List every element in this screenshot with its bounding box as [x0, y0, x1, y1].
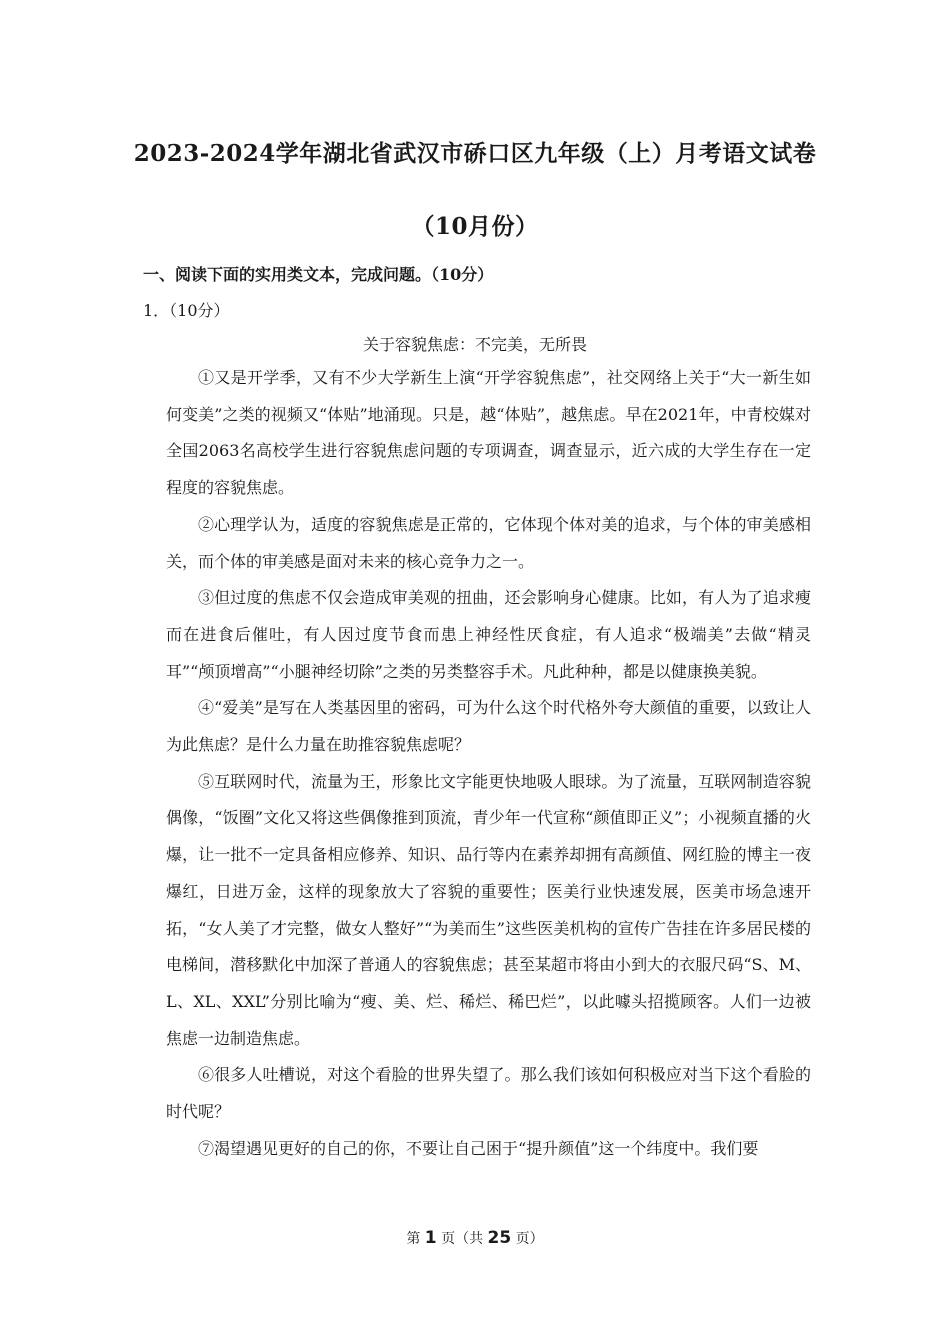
paragraph-7: ⑦渴望遇见更好的自己的你，不要让自己困于“提升颜值”这一个纬度中。我们要 — [198, 1138, 759, 1158]
current-page-number: 1 — [424, 1228, 437, 1248]
section-heading: 一、阅读下面的实用类文本，完成问题。（10分） — [143, 265, 494, 284]
question-number: 1．（10分） — [143, 301, 230, 320]
paragraph-4: ④“爱美”是写在人类基因里的密码，可为什么这个时代格外夸大颜值的重要，以致让人为此焦虑？是什么力量在助推容貌焦虑呢？ — [166, 698, 811, 755]
paragraph-1: ①又是开学季，又有不少大学新生上演“开学容貌焦虑”，社交网络上关于“大一新生如何变美”之类的视频又“体贴”地涌现。只是，越“体贴”，越焦虑。早在2021年，中青校媒对全国2063名高校学生进行容貌焦虑问题的专项调查，调查显示，近六成的大学生存在一定程度的容貌焦虑。 — [166, 368, 811, 498]
total-page-count: 25 — [487, 1228, 512, 1248]
paragraph-5: ⑤互联网时代，流量为王，形象比文字能更快地吸人眼球。为了流量，互联网制造容貌偶像，“饭圈”文化又将这些偶像推到顶流，青少年一代宣称“颜值即正义”；小视频直播的火爆，让一批不一定具备相应修养、知识、品行等内在素养却拥有高颜值、网红脸的博主一夜爆红，日进万金，这样的现象放大了容貌的重要性；医美行业快速发展，医美市场急速开拓，“女人美了才完整，做女人整好”“为美而生”这些医美机构的宣传广告挂在许多居民楼的电梯间，潜移默化中加深了普通人的容貌焦虑；甚至某超市将由小到大的衣服尺码“S、M、L、XL、XXL”分别比喻为“瘦、美、烂、稀烂、稀巴烂”，以此噱头招揽顾客。人们一边被焦虑一边制造焦虑。 — [166, 771, 811, 1048]
page-footer — [0, 1228, 950, 1248]
paragraph-2: ②心理学认为，适度的容貌焦虑是正常的，它体现个体对美的追求，与个体的审美感相关，而个体的审美感是面对未来的核心竞争力之一。 — [166, 514, 811, 571]
exam-title: 2023-2024学年湖北省武汉市硚口区九年级（上）月考语文试卷 — [133, 140, 817, 167]
footer-suffix: 页） — [511, 1231, 544, 1247]
paragraph-3: ③但过度的焦虑不仅会造成审美观的扭曲，还会影响身心健康。比如，有人为了追求瘦而在进食后催吐，有人因过度节食而患上神经性厌食症，有人追求“极端美”去做“精灵耳”“颅顶增高”“小腿神经切除”之类的另类整容手术。凡此种种，都是以健康换美貌。 — [166, 588, 811, 681]
paragraph-6: ⑥很多人吐槽说，对这个看脸的世界失望了。那么我们该如何积极应对当下这个看脸的时代呢？ — [166, 1065, 811, 1122]
footer-middle: 页（共 — [436, 1231, 488, 1247]
article-title: 关于容貌焦虑：不完美，无所畏 — [362, 335, 587, 354]
exam-title-month: （10月份） — [411, 213, 539, 240]
article-body — [166, 360, 811, 1167]
footer-prefix: 第 — [406, 1231, 425, 1247]
